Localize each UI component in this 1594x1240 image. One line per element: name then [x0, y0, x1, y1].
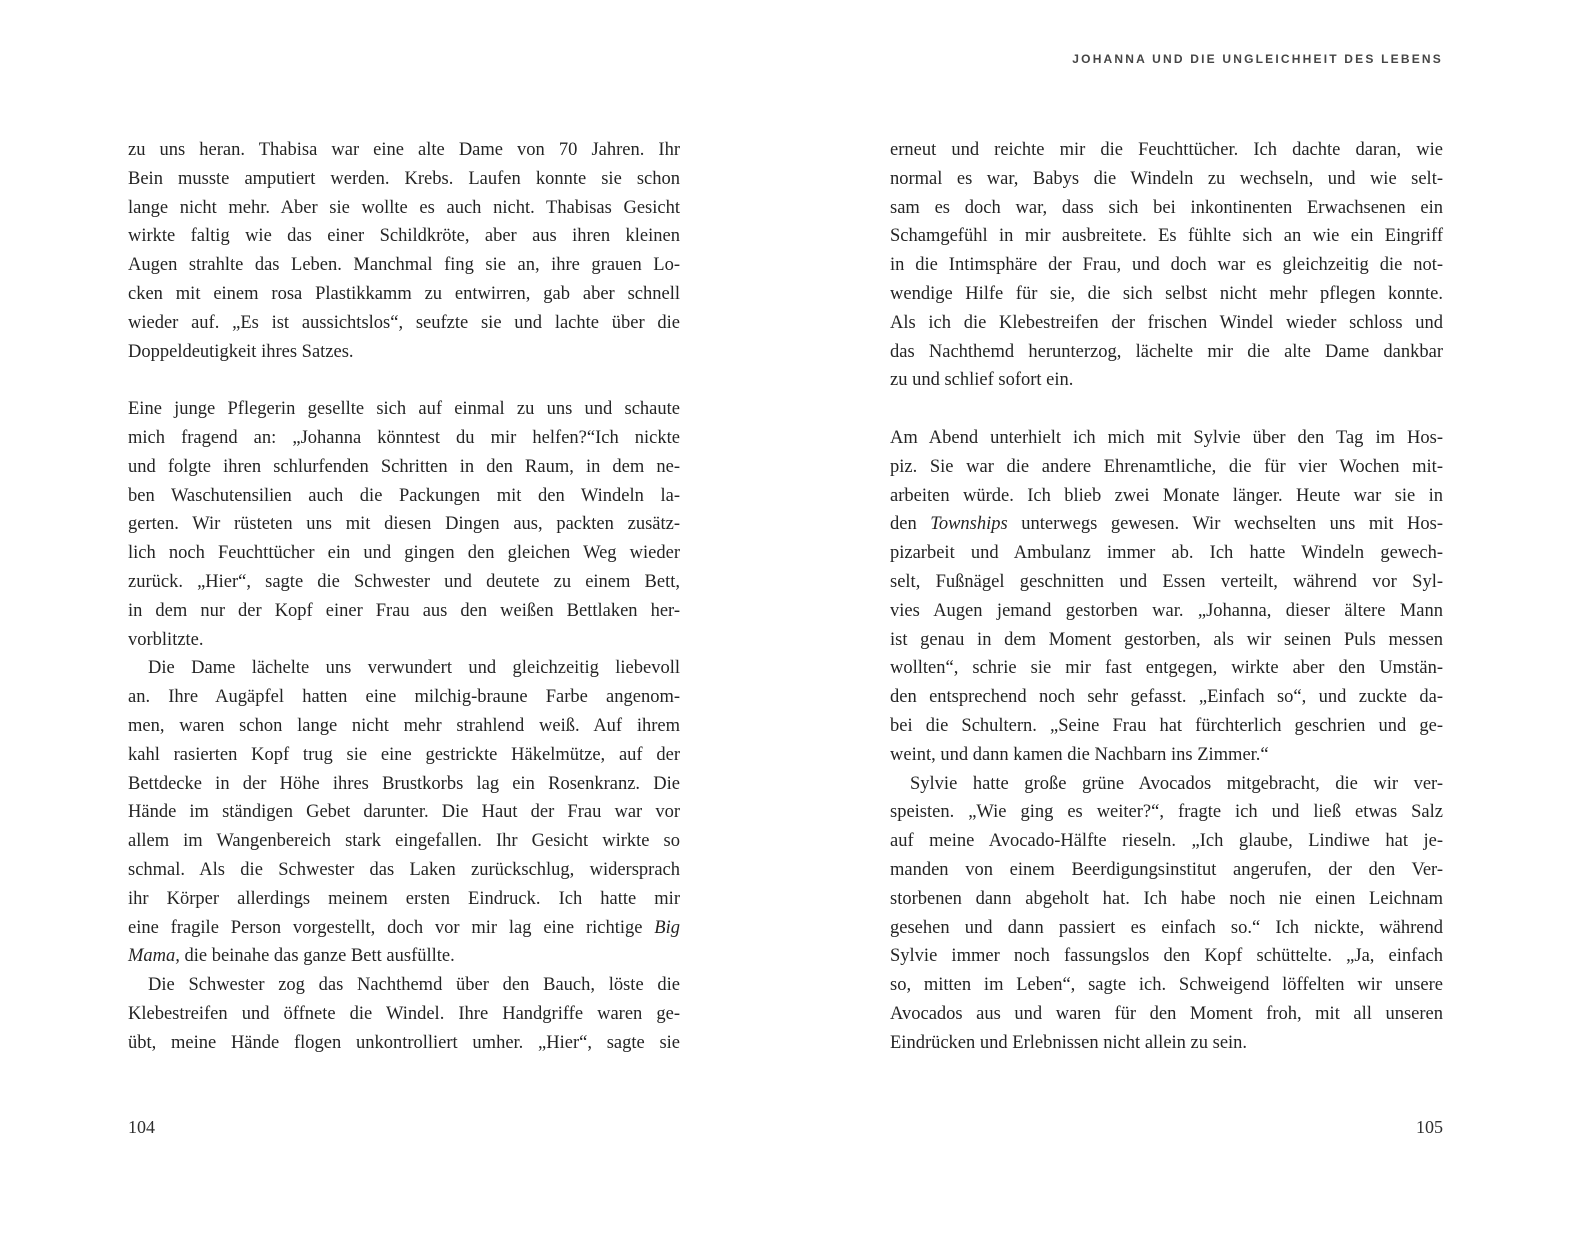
paragraph: [128, 136, 680, 366]
text-line: weint, und dann kamen die Nachbarn ins Zimmer.“: [890, 744, 1269, 765]
text-line: in die Intimsphäre der Frau, und doch war es gleichzeitig die not-: [890, 255, 1443, 276]
text-line: lange nicht mehr. Aber sie wollte es auch nicht. Thabisas Gesicht: [128, 197, 680, 218]
page-number-right: 105: [1416, 1117, 1443, 1137]
text-line: kahl rasierten Kopf trug sie eine gestrickte Häkelmütze, auf der: [128, 744, 680, 765]
text-line: wieder auf. „Es ist aussichtslos“, seufzte sie und lachte über die: [128, 312, 680, 333]
text-line: ist genau in dem Moment gestorben, als wir seinen Puls messen: [890, 629, 1443, 650]
text-line: wollten“, schrie sie mir fast entgegen, wirkte aber den Umstän-: [890, 658, 1443, 679]
right-page-text: [890, 136, 1443, 1058]
text-line: Sylvie hatte große grüne Avocados mitgebracht, die wir ver-: [910, 773, 1443, 794]
text-line: Eindrücken und Erlebnissen nicht allein zu sein.: [890, 1032, 1248, 1053]
text-line: normal es war, Babys die Windeln zu wechseln, und wie selt-: [890, 168, 1443, 189]
text-line: zurück. „Hier“, sagte die Schwester und deutete zu einem Bett,: [128, 571, 680, 592]
text-line: wirkte faltig wie das einer Schildkröte, aber aus ihren kleinen: [128, 226, 680, 247]
text-line: Klebestreifen und öffnete die Windel. Ihre Handgriffe waren ge-: [128, 1003, 680, 1024]
text-line: in dem nur der Kopf einer Frau aus den weißen Bettlaken her-: [128, 600, 680, 621]
text-line: Hände im ständigen Gebet darunter. Die Haut der Frau war vor: [128, 802, 680, 823]
text-line: Als ich die Klebestreifen der frischen Windel wieder schloss und: [890, 312, 1443, 333]
text-line: arbeiten würde. Ich blieb zwei Monate länger. Heute war sie in: [890, 485, 1443, 506]
text-line: storbenen dann abgeholt hat. Ich habe noch nie einen Leichnam: [890, 888, 1443, 909]
text-line: zu uns heran. Thabisa war eine alte Dame von 70 Jahren. Ihr: [128, 140, 680, 160]
text-line: eine fragile Person vorgestellt, doch vor mir lag eine richtige Big: [128, 917, 680, 938]
left-page-text: [128, 136, 680, 1058]
running-header: JOHANNA UND DIE UNGLEICHHEIT DES LEBENS: [1072, 52, 1443, 66]
text-line: selt, Fußnägel geschnitten und Essen verteilt, während vor Syl-: [890, 571, 1443, 592]
text-line: Avocados aus und waren für den Moment froh, mit all unseren: [890, 1003, 1443, 1024]
text-line: Bettdecke in der Höhe ihres Brustkorbs lag ein Rosenkranz. Die: [128, 773, 680, 794]
text-line: übt, meine Hände flogen unkontrolliert umher. „Hier“, sagte sie: [128, 1032, 680, 1053]
paragraph: [890, 770, 1443, 1058]
text-line: Eine junge Pflegerin gesellte sich auf einmal zu uns und schaute: [128, 399, 680, 420]
text-line: Schamgefühl in mir ausbreitete. Es fühlte sich an wie ein Eingriff: [890, 226, 1443, 247]
text-line: speisten. „Wie ging es weiter?“, fragte ich und ließ etwas Salz: [890, 802, 1443, 823]
text-line: vies Augen jemand gestorben war. „Johanna, dieser ältere Mann: [890, 600, 1443, 621]
text-line: Bein musste amputiert werden. Krebs. Laufen konnte sie schon: [128, 168, 680, 189]
text-line: Am Abend unterhielt ich mich mit Sylvie über den Tag im Hos-: [890, 427, 1443, 448]
text-line: gerten. Wir rüsteten uns mit diesen Dingen aus, packten zusätz-: [128, 514, 680, 535]
text-line: ihr Körper allerdings meinem ersten Eindruck. Ich hatte mir: [128, 888, 680, 909]
text-line: mich fragend an: „Johanna könntest du mir helfen?“Ich nickte: [128, 427, 680, 448]
text-line: den entsprechend noch sehr gefasst. „Einfach so“, und zuckte da-: [890, 687, 1443, 708]
paragraph: [890, 136, 1443, 395]
text-line: an. Ihre Augäpfel hatten eine milchig-braune Farbe angenom-: [128, 687, 680, 708]
text-line: pizarbeit und Ambulanz immer ab. Ich hatte Windeln gewech-: [890, 543, 1443, 564]
text-line: Mama, die beinahe das ganze Bett ausfüllte.: [128, 946, 455, 967]
paragraph: [128, 395, 680, 654]
text-line: lich noch Feuchttücher ein und gingen den gleichen Weg wieder: [128, 543, 680, 564]
text-line: allem im Wangenbereich stark eingefallen. Ihr Gesicht wirkte so: [128, 831, 680, 852]
text-line: und folgte ihren schlurfenden Schritten in den Raum, in dem ne-: [128, 456, 680, 477]
text-line: Die Dame lächelte uns verwundert und gleichzeitig liebevoll: [148, 658, 680, 679]
text-line: ben Waschutensilien auch die Packungen mit den Windeln la-: [128, 485, 680, 506]
text-line: Doppeldeutigkeit ihres Satzes.: [128, 341, 354, 362]
text-line: bei die Schultern. „Seine Frau hat fürchterlich geschrien und ge-: [890, 715, 1443, 736]
paragraph: [128, 971, 680, 1057]
paragraph: [128, 654, 680, 971]
text-line: cken mit einem rosa Plastikkamm zu entwirren, gab aber schnell: [128, 283, 680, 304]
text-line: Augen strahlte das Leben. Manchmal fing sie an, ihre grauen Lo-: [128, 255, 680, 276]
text-line: so, mitten im Leben“, sagte ich. Schweigend löffelten wir unsere: [890, 975, 1443, 996]
text-line: erneut und reichte mir die Feuchttücher. Ich dachte daran, wie: [890, 140, 1443, 160]
text-line: schmal. Als die Schwester das Laken zurückschlug, widersprach: [128, 859, 680, 880]
text-line: piz. Sie war die andere Ehrenamtliche, die für vier Wochen mit-: [890, 456, 1443, 477]
page-number-left: 104: [128, 1117, 155, 1137]
text-line: vorblitzte.: [128, 629, 204, 650]
text-line: sam es doch war, dass sich bei inkontinenten Erwachsenen ein: [890, 197, 1443, 218]
paragraph: [890, 424, 1443, 770]
text-line: den Townships unterwegs gewesen. Wir wechselten uns mit Hos-: [890, 514, 1443, 535]
text-line: gesehen und dann passiert es einfach so.“ Ich nickte, während: [890, 917, 1443, 938]
text-line: wendige Hilfe für sie, die sich selbst nicht mehr pflegen konnte.: [890, 283, 1443, 304]
text-line: manden von einem Beerdigungsinstitut angerufen, der den Ver-: [890, 859, 1443, 880]
text-line: Sylvie immer noch fassungslos den Kopf schüttelte. „Ja, einfach: [890, 946, 1443, 967]
text-line: Die Schwester zog das Nachthemd über den Bauch, löste die: [148, 975, 680, 996]
text-line: men, waren schon lange nicht mehr strahlend weiß. Auf ihrem: [128, 715, 680, 736]
text-line: auf meine Avocado-Hälfte rieseln. „Ich glaube, Lindiwe hat je-: [890, 831, 1443, 852]
text-line: das Nachthemd herunterzog, lächelte mir die alte Dame dankbar: [890, 341, 1443, 362]
text-line: zu und schlief sofort ein.: [890, 370, 1074, 391]
